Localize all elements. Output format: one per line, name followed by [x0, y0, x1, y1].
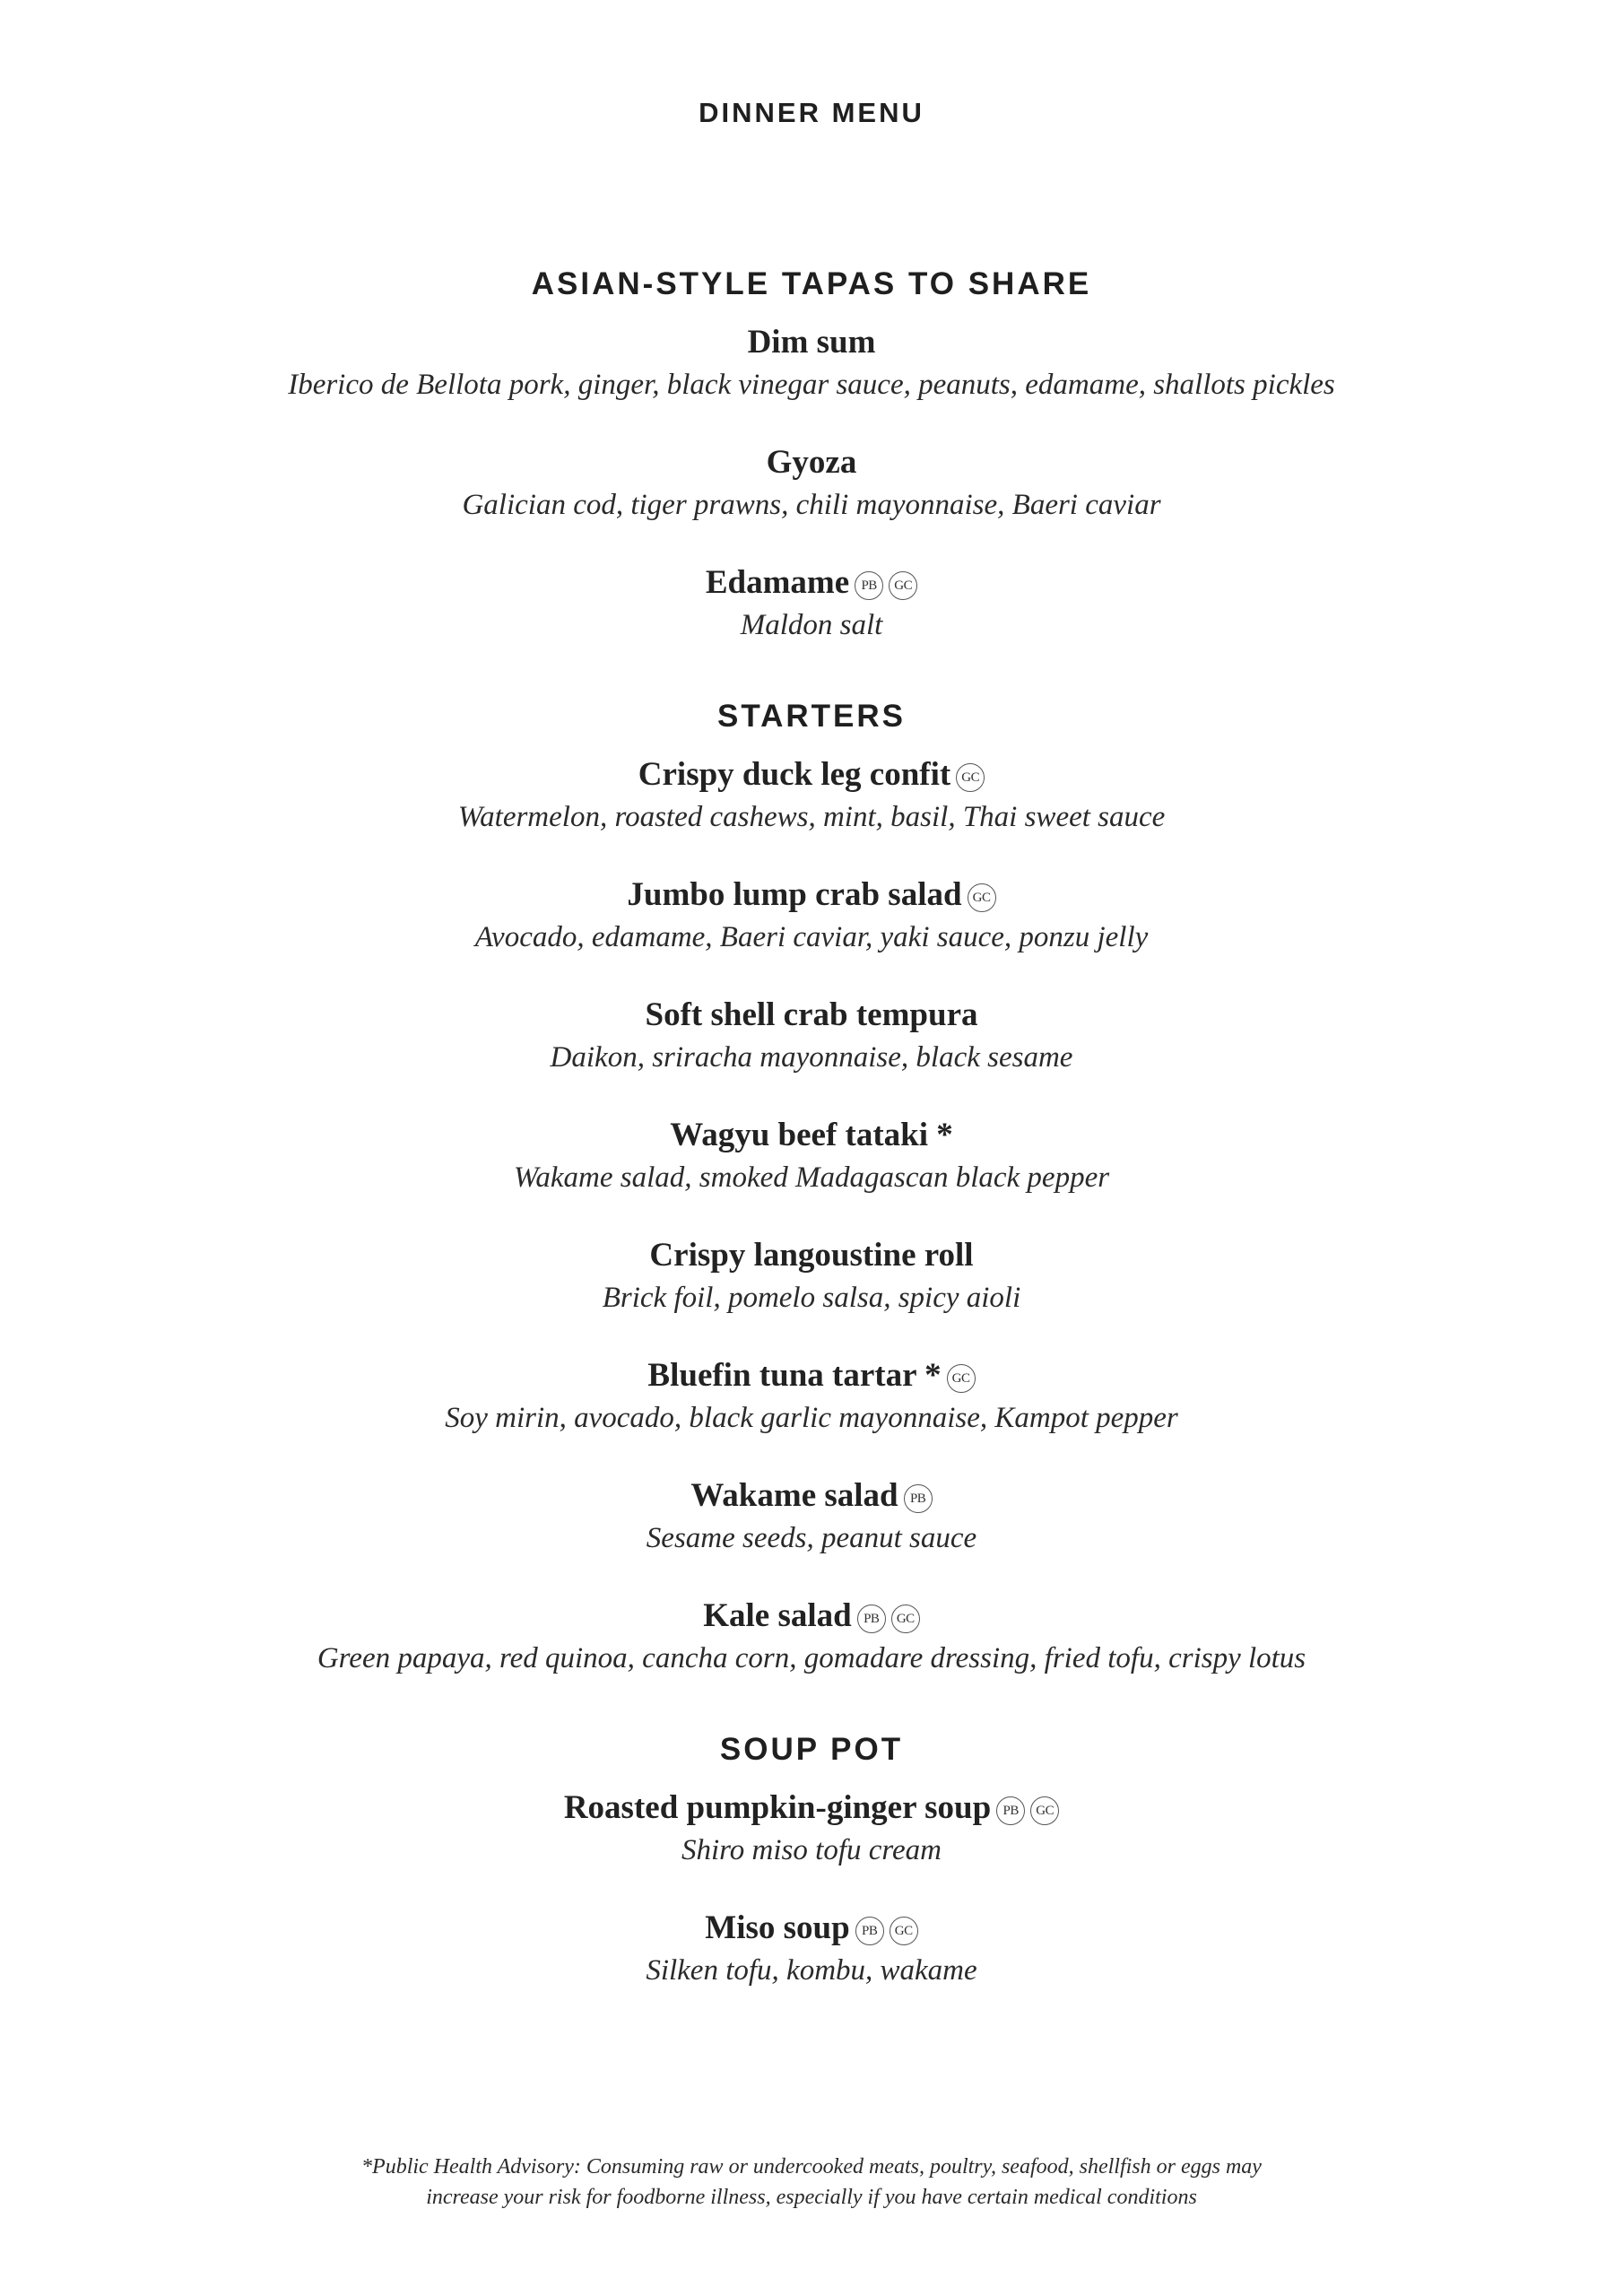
dish-description: Shiro miso tofu cream — [681, 1834, 942, 1866]
dish-description: Wakame salad, smoked Madagascan black pepper — [513, 1161, 1110, 1194]
section-title: SOUP POT — [719, 1732, 904, 1767]
dish-name: Jumbo lump crab salad — [627, 876, 962, 913]
dish-description: Avocado, edamame, Baeri caviar, yaki sauce, ponzu jelly — [474, 921, 1149, 953]
dish-name-line — [0, 1595, 1623, 1638]
dish-name-line — [0, 874, 1623, 917]
health-advisory-footnote — [0, 2152, 1623, 2213]
dish-description: Daikon, sriracha mayonnaise, black sesame — [550, 1041, 1073, 1074]
dish-name: Gyoza — [766, 444, 857, 481]
menu-item — [0, 753, 1623, 838]
menu-item — [0, 1114, 1623, 1198]
menu-item — [0, 441, 1623, 526]
dish-name-line — [0, 994, 1623, 1037]
dish-description: Soy mirin, avocado, black garlic mayonnaise, Kampot pepper — [445, 1402, 1178, 1434]
advisory-asterisk: * — [936, 1117, 953, 1153]
gluten-conscious-badge-icon: GC — [968, 883, 996, 912]
dish-name: Edamame — [705, 564, 850, 601]
dish-name-line — [0, 441, 1623, 484]
dish-name: Wagyu beef tataki — [670, 1117, 929, 1153]
dish-name-line — [0, 1114, 1623, 1157]
plant-based-badge-icon: PB — [857, 1605, 886, 1633]
footnote-line: *Public Health Advisory: Consuming raw or undercooked meats, poultry, seafood, shellfish or eggs may — [361, 2155, 1262, 2179]
menu-item — [0, 874, 1623, 958]
dish-description: Maldon salt — [740, 609, 883, 641]
dish-description: Iberico de Bellota pork, ginger, black vinegar sauce, peanuts, edamame, shallots pickles — [288, 369, 1335, 401]
menu-item — [0, 1787, 1623, 1871]
gluten-conscious-badge-icon: GC — [889, 571, 917, 600]
dish-name: Roasted pumpkin-ginger soup — [563, 1789, 992, 1826]
dish-name: Bluefin tuna tartar — [647, 1357, 916, 1394]
menu-section-starters — [0, 694, 1623, 1679]
menu-item — [0, 1234, 1623, 1318]
section-title: STARTERS — [716, 699, 907, 734]
gluten-conscious-badge-icon: GC — [1030, 1796, 1059, 1825]
dish-description: Sesame seeds, peanut sauce — [646, 1522, 977, 1554]
plant-based-badge-icon: PB — [855, 571, 883, 600]
dish-description: Green papaya, red quinoa, cancha corn, gomadare dressing, fried tofu, crispy lotus — [317, 1642, 1306, 1674]
menu-body — [0, 262, 1623, 2039]
dish-description: Brick foil, pomelo salsa, spicy aioli — [602, 1282, 1021, 1314]
dish-description: Galician cod, tiger prawns, chili mayonnaise, Baeri caviar — [462, 489, 1161, 521]
dish-name-line — [0, 1474, 1623, 1518]
dish-name: Dim sum — [747, 324, 876, 361]
menu-item — [0, 1474, 1623, 1559]
dish-name: Wakame salad — [690, 1477, 898, 1514]
dish-name-line — [0, 1354, 1623, 1397]
dish-name-line — [0, 561, 1623, 604]
dish-name-line — [0, 1234, 1623, 1277]
dish-name-line — [0, 1787, 1623, 1830]
section-title: ASIAN-STYLE TAPAS TO SHARE — [531, 266, 1092, 301]
menu-item — [0, 1907, 1623, 1991]
plant-based-badge-icon: PB — [996, 1796, 1025, 1825]
dish-name: Kale salad — [703, 1597, 852, 1634]
plant-based-badge-icon: PB — [855, 1917, 884, 1945]
gluten-conscious-badge-icon: GC — [956, 763, 985, 792]
menu-item — [0, 1595, 1623, 1679]
dish-description: Silken tofu, kombu, wakame — [646, 1954, 977, 1987]
dish-name-line — [0, 753, 1623, 796]
gluten-conscious-badge-icon: GC — [890, 1917, 918, 1945]
menu-item — [0, 1354, 1623, 1439]
menu-item — [0, 994, 1623, 1078]
footnote-line: increase your risk for foodborne illness, especially if you have certain medical conditions — [426, 2186, 1197, 2209]
page-title: DINNER MENU — [699, 97, 924, 128]
gluten-conscious-badge-icon: GC — [891, 1605, 920, 1633]
menu-section-soup-pot — [0, 1727, 1623, 1991]
plant-based-badge-icon: PB — [904, 1484, 933, 1513]
menu-item — [0, 321, 1623, 405]
gluten-conscious-badge-icon: GC — [947, 1364, 976, 1393]
dish-name-line — [0, 321, 1623, 364]
dish-description: Watermelon, roasted cashews, mint, basil, Thai sweet sauce — [457, 801, 1166, 833]
dish-name-line — [0, 1907, 1623, 1950]
dish-name: Miso soup — [705, 1909, 850, 1946]
dish-name: Soft shell crab tempura — [645, 996, 978, 1033]
dish-name: Crispy duck leg confit — [638, 756, 951, 793]
dish-name: Crispy langoustine roll — [649, 1237, 974, 1274]
advisory-asterisk: * — [924, 1357, 942, 1394]
menu-item — [0, 561, 1623, 646]
menu-section-tapas — [0, 262, 1623, 646]
